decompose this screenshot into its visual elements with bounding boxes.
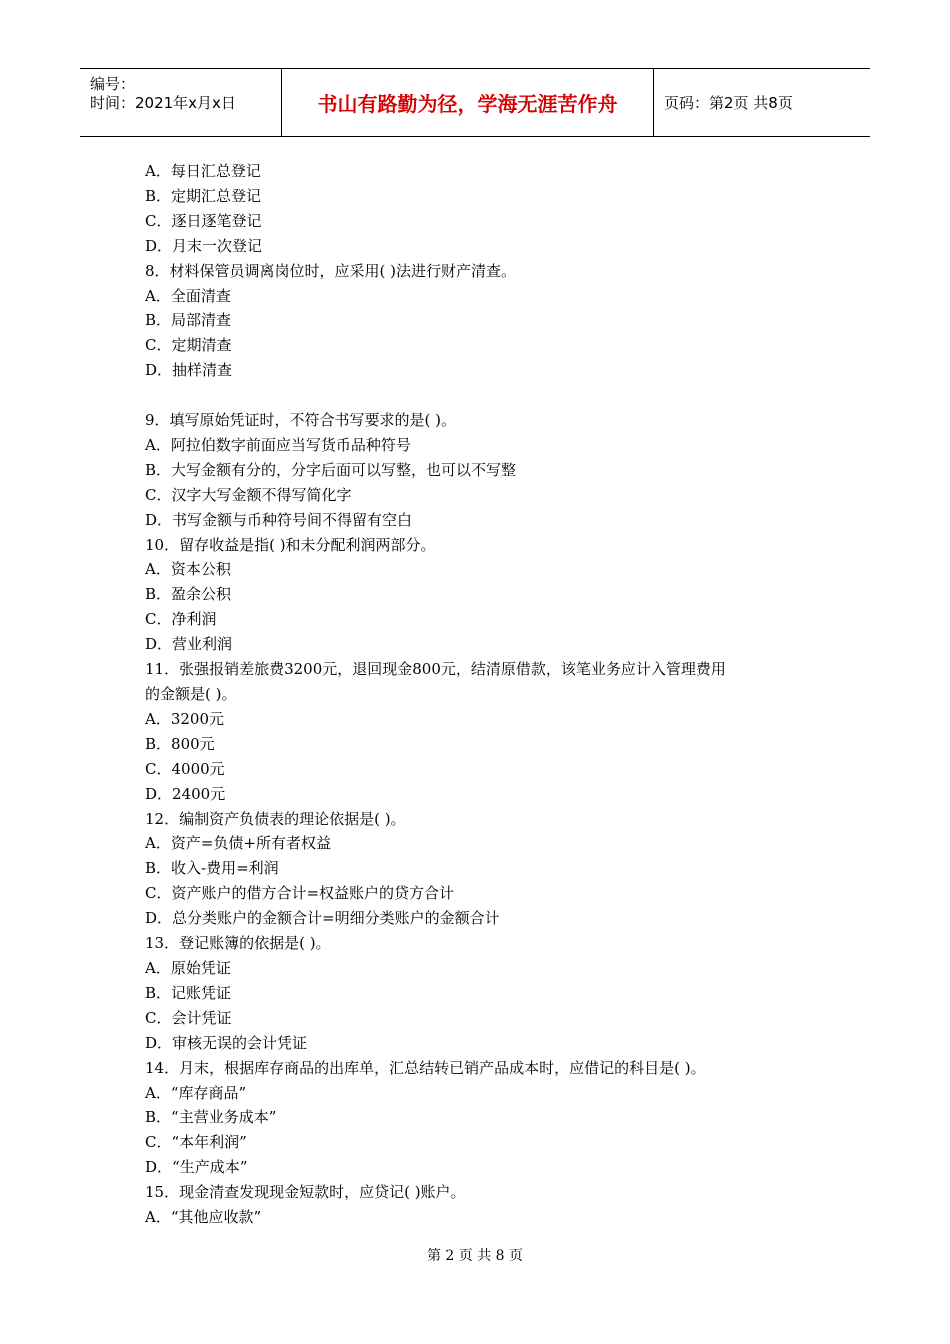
text-line: A．“库存商品”: [145, 1083, 247, 1102]
text-line: A．资产=负债+所有者权益: [145, 834, 331, 853]
text-line: B．收入-费用=利润: [145, 859, 279, 878]
text-line: D．书写金额与币种符号间不得留有空白: [145, 510, 413, 529]
text-line: B．“主营业务成本”: [145, 1108, 277, 1127]
text-line: B．记账凭证: [145, 983, 232, 1002]
text-line: A．全面清查: [145, 286, 231, 305]
text-line: A．阿拉伯数字前面应当写货币品种符号: [145, 435, 411, 454]
text-line: 9．填写原始凭证时，不符合书写要求的是( )。: [145, 411, 457, 430]
text-line: C．逐日逐笔登记: [145, 211, 262, 230]
text-line: 14．月末，根据库存商品的出库单，汇总结转已销产品成本时，应借记的科目是( )。: [145, 1058, 706, 1077]
text-line: C．4000元: [145, 759, 225, 778]
text-line: C．“本年利润”: [145, 1133, 247, 1152]
text-line: D．抽样清查: [145, 361, 233, 380]
text-line: B．大写金额有分的，分字后面可以写整，也可以不写整: [145, 460, 517, 479]
text-line: B．800元: [145, 734, 215, 753]
text-line: A．原始凭证: [145, 958, 231, 977]
header-page-cell: [654, 69, 870, 136]
text-line: A．“其他应收款”: [145, 1208, 262, 1227]
text-line: B．定期汇总登记: [145, 186, 262, 205]
blank-line: [145, 383, 835, 408]
text-line: D．营业利润: [145, 635, 233, 654]
text-line: D．审核无误的会计凭证: [145, 1033, 308, 1052]
text-line: C．汉字大写金额不得写简化字: [145, 485, 352, 504]
text-line: 10．留存收益是指( )和未分配利润两部分。: [145, 535, 436, 554]
header-motto: 书山有路勤为径，学海无涯苦作舟: [317, 92, 618, 116]
text-line: B．局部清查: [145, 311, 232, 330]
text-line: C．会计凭证: [145, 1008, 232, 1027]
text-line: C．定期清查: [145, 336, 232, 355]
page-header: [80, 68, 870, 137]
page-footer: 第 2 页 共 8 页: [426, 1248, 524, 1264]
text-line: C．净利润: [145, 610, 217, 629]
header-page-number: 页码：第2页 共8页: [664, 94, 793, 112]
text-line: C．资产账户的借方合计=权益账户的贷方合计: [145, 884, 455, 903]
document-number-label: 编号：: [90, 75, 136, 93]
text-line: 13．登记账簿的依据是( )。: [145, 934, 331, 953]
document-date: 时间：2021年x月x日: [90, 94, 236, 112]
text-line: D．总分类账户的金额合计=明细分类账户的金额合计: [145, 909, 500, 928]
header-motto-cell: [282, 69, 654, 136]
text-line: A．每日汇总登记: [145, 162, 261, 180]
text-line: D．2400元: [145, 784, 226, 803]
text-line: 12．编制资产负债表的理论依据是( )。: [145, 809, 406, 828]
text-line: A．资本公积: [145, 560, 231, 579]
header-meta-cell: [80, 69, 282, 136]
question-content: [145, 159, 835, 1230]
text-line: 15．现金清查发现现金短款时，应贷记( )账户。: [145, 1183, 466, 1202]
text-line: D．月末一次登记: [145, 236, 263, 255]
text-line: A．3200元: [145, 709, 225, 728]
text-line: D．“生产成本”: [145, 1158, 248, 1177]
text-line: B．盈余公积: [145, 585, 232, 604]
text-line: 11．张强报销差旅费3200元，退回现金800元，结清原借款，该笔业务应计入管理费用: [145, 660, 726, 679]
text-line: 8．材料保管员调离岗位时，应采用( )法进行财产清查。: [145, 261, 517, 280]
text-line: 的金额是( )。: [145, 685, 237, 704]
